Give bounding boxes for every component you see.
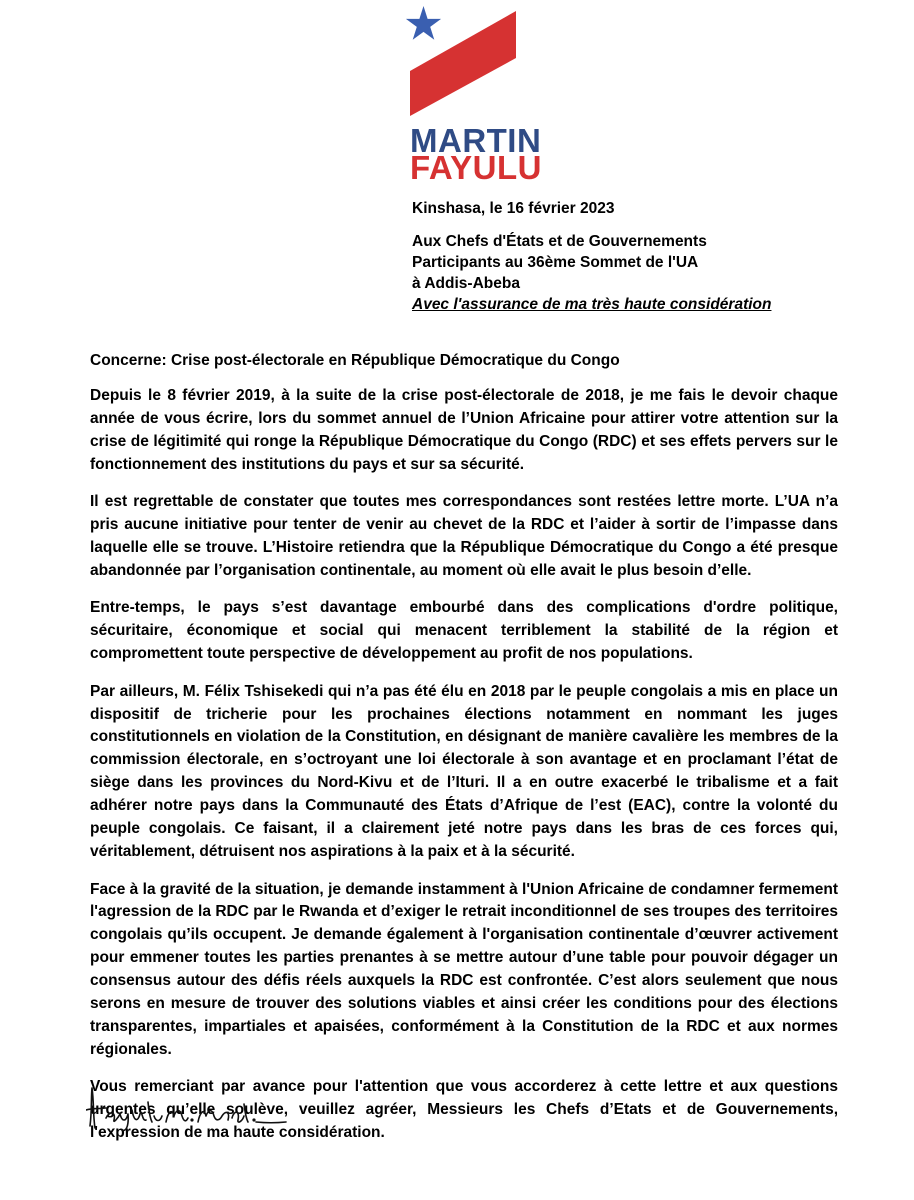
recipient-line: Aux Chefs d'États et de Gouvernements [412,233,707,250]
party-logo [402,6,542,186]
paragraph: Vous remerciant par avance pour l'attention que vous accorderez à cette lettre et aux questions urgentes qu’elle soulève, veuillez agréer, Messieurs les Chefs d’Etats et de Gouvernements, l'expression de ma haute considération. [90,1078,838,1142]
star-flag-emblem [402,6,532,126]
paragraph: Par ailleurs, M. Félix Tshisekedi qui n’a pas été élu en 2018 par le peuple congolais a mis en place un dispositif de tricherie pour les prochaines élections notamment en nommant les juges constitutionnels en violation de la Constitution, en désignant de manière cavalière les membres de la commission électorale, en s’octroyant une loi électorale à son avantage et en proclamant l’état de siège dans les provinces du Nord-Kivu et de l’Ituri. Il a en outre exacerbé le tribalisme et a fait adhérer notre pays dans la Communauté des États d’Afrique de l’est (EAC), contre la volonté du peuple congolais. Ce faisant, il a clairement jeté notre pays dans les bras de ces forces qui, véritablement, détruisent nos aspirations à la paix et à la sécurité. [90,682,838,860]
subject-line: Concerne: Crise post-électorale en République Démocratique du Congo [90,352,620,369]
logo-last-name: FAYULU [410,149,542,186]
recipient-line: Participants au 36ème Sommet de l'UA [412,254,699,271]
courtesy-line: Avec l'assurance de ma très haute considération [412,296,772,313]
handwritten-signature [86,1082,296,1132]
paragraph: Il est regrettable de constater que toutes mes correspondances sont restées lettre morte. L’UA n’a pris aucune initiative pour tenter de venir au chevet de la RDC et l’aider à sortir de l’impasse dans laquelle elle se trouve. L’Histoire retiendra que la République Démocratique du Congo a été presque abandonnée par l’organisation continentale, au moment où elle avait le plus besoin d’elle. [90,493,838,579]
letter-body [90,350,838,1160]
paragraph: Depuis le 8 février 2019, à la suite de la crise post-électorale de 2018, je me fais le devoir chaque année de vous écrire, lors du sommet annuel de l’Union Africaine pour attirer votre attention sur la crise de légitimité qui ronge la République Démocratique du Congo (RDC) et ses effets pervers sur le fonctionnement des institutions du pays et sur sa sécurité. [90,386,838,473]
star-icon [406,6,441,40]
paragraph: Face à la gravité de la situation, je demande instamment à l'Union Africaine de condamner fermement l'agression de la RDC par le Rwanda et d’exiger le retrait inconditionnel de ses troupes des territoires congolais qu’ils occupent. Je demande également à l'organisation continentale d’œuvrer activement pour emmener toutes les parties prenantes à se mettre autour d’une table pour pouvoir dégager un consensus autour des défis réels auxquels la RDC est confrontée. C’est alors seulement que nous serons en mesure de trouver des solutions viables et ainsi créer les conditions pour des élections transparentes, impartiales et apaisées, conformément à la Constitution de la RDC et aux normes régionales. [90,880,838,1058]
letter-header [412,198,872,315]
recipient-line: à Addis-Abeba [412,275,520,292]
dateline: Kinshasa, le 16 février 2023 [412,200,615,217]
logo-first-name: MARTIN [410,122,542,159]
paragraph: Entre-temps, le pays s’est davantage embourbé dans des complications d'ordre politique, sécuritaire, économique et social qui menacent terriblement la stabilité de la région et compromettent toute perspective de développement au profit de nos populations. [90,599,838,663]
